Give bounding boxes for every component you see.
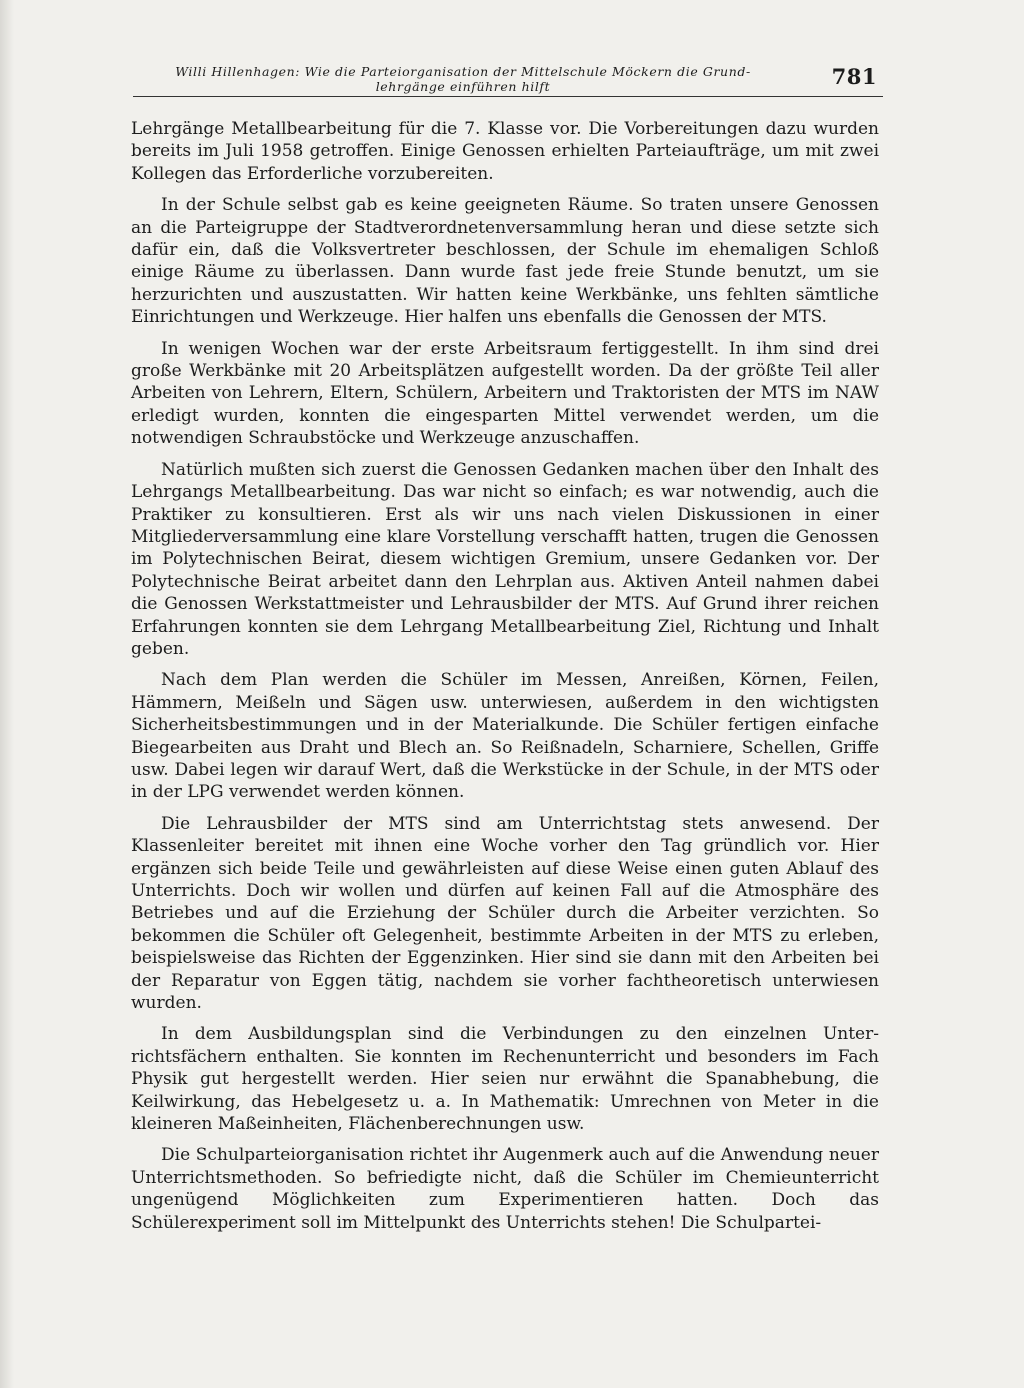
article-body xyxy=(131,118,879,1234)
paragraph-3: In wenigen Wochen war der erste Arbeitsraum fertiggestellt. In ihm sind drei große Werkbänke mit 20 Arbeitsplätzen aufgestellt worden. Da der größte Teil aller Arbeiten von Lehrern, Eltern, Schülern, Arbeitern und Traktoristen der MTS im NAW erledigt wurden, konnten die eingesparten Mittel verwendet werden, um die notwendigen Schraubstöcke und Werkzeuge anzuschaffen. xyxy=(131,338,879,449)
paragraph-7: In dem Ausbildungsplan sind die Verbindungen zu den einzelnen Unterrichtsfächern enthalten. Sie konnten im Rechenunterricht und besonders im Fach Physik gut hergestellt werden. Hier seien nur erwähnt die Spanabhebung, die Keilwirkung, das Hebelgesetz u. a. In Mathematik: Umrechnen von Meter in die kleineren Maßeinheiten, Flächenberechnungen usw. xyxy=(131,1024,879,1135)
page-number: 781 xyxy=(831,64,877,89)
paragraph-2: In der Schule selbst gab es keine geeigneten Räume. So traten unsere Genossen an die Parteigruppe der Stadtverordnetenversammlung heran und diese setzte sich dafür ein, daß die Volksvertreter beschlossen, der Schule im ehemaligen Schloß einige Räume zu überlassen. Dann wurde fast jede freie Stunde benutzt, um sie herzurichten und auszustatten. Wir hatten keine Werkbänke, uns fehlten sämtliche Einrichtungen und Werkzeuge. Hier halfen uns ebenfalls die Genossen der MTS. xyxy=(131,195,879,328)
running-head xyxy=(133,60,883,97)
paragraph-5: Nach dem Plan werden die Schüler im Messen, Anreißen, Körnen, Feilen, Hämmern, Meißeln und Sägen usw. unterwiesen, außerdem in den wichtigsten Sicherheitsbestimmungen und in der Materialkunde. Die Schüler fertigen einfache Biegearbeiten aus Draht und Blech an. So Reißnadeln, Scharniere, Schellen, Griffe usw. Dabei legen wir darauf Wert, daß die Werkstücke in der Schule, in der MTS oder in der LPG verwendet werden können. xyxy=(131,670,879,803)
paragraph-4: Natürlich mußten sich zuerst die Genossen Gedanken machen über den Inhalt des Lehrgangs Metallbearbeitung. Das war nicht so einfach; es war notwendig, auch die Praktiker zu konsultieren. Erst als wir uns nach vielen Diskussionen in einer Mitgliederversammlung eine klare Vorstellung verschafft hatten, trugen die Genossen im Polytechnischen Beirat, diesem wichtigen Gremium, unsere Gedanken vor. Der Polytechnische Beirat arbeitet dann den Lehrplan aus. Aktiven Anteil nahmen dabei die Genossen Werkstattmeister und Lehrausbilder der MTS. Auf Grund ihrer reichen Erfahrungen konnten sie dem Lehrgang Metallbearbeitung Ziel, Richtung und Inhalt geben. xyxy=(131,459,879,659)
paragraph-1: Lehrgänge Metallbearbeitung für die 7. Klasse vor. Die Vorbereitungen dazu wurden bereits im Juli 1958 getroffen. Einige Genossen erhielten Parteiaufträge, um mit zwei Kollegen das Erforderliche vorzubereiten. xyxy=(131,119,879,184)
running-head-line-2: lehrgänge einführen hilft xyxy=(375,79,551,94)
running-head-title xyxy=(133,64,793,94)
running-head-line-1: Willi Hillenhagen: Wie die Parteiorganisation der Mittelschule Möckern die Grund- xyxy=(175,64,751,79)
scan-edge-shadow xyxy=(0,0,14,1388)
paragraph-6: Die Lehrausbilder der MTS sind am Unterrichtstag stets anwesend. Der Klassenleiter bereitet mit ihnen eine Woche vorher den Tag gründlich vor. Hier ergänzen sich beide Teile und gewährleisten auf diese Weise einen guten Ablauf des Unterrichts. Doch wir wollen und dürfen auf keinen Fall auf die Atmosphäre des Betriebes und auf die Erziehung der Schüler durch die Arbeiter verzichten. So bekommen die Schüler oft Gelegenheit, bestimmte Arbeiten in der MTS zu erleben, beispielsweise das Richten der Eggenzinken. Hier sind sie dann mit den Arbeiten bei der Reparatur von Eggen tätig, nachdem sie vorher fachtheoretisch unterwiesen wurden. xyxy=(131,813,879,1014)
paragraph-8: Die Schulparteiorganisation richtet ihr Augenmerk auch auf die Anwendung neuer Unterrichtsmethoden. So befriedigte nicht, daß die Schüler im Chemieunterricht ungenügend Möglichkeiten zum Experimentieren hatten. Doch das Schülerexperiment soll im Mittelpunkt des Unterrichts stehen! Die Schulpartei- xyxy=(131,1145,879,1233)
